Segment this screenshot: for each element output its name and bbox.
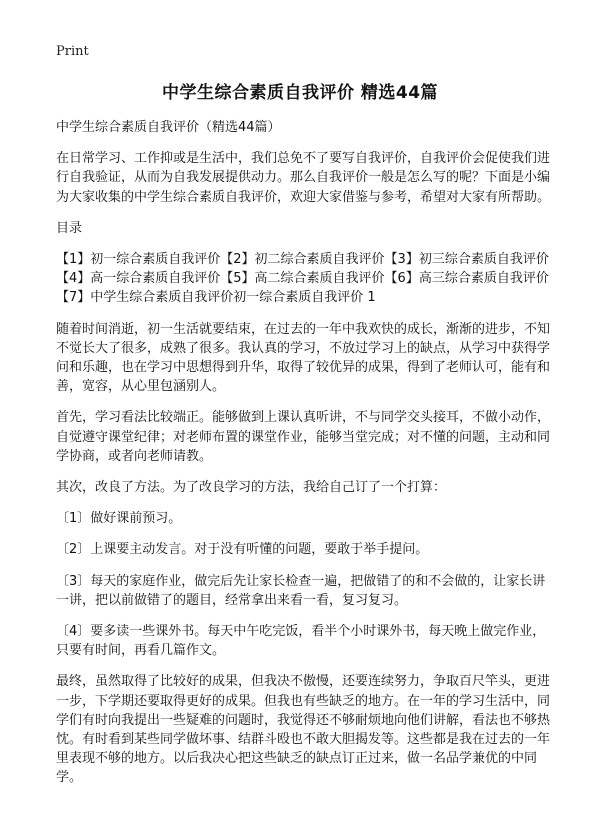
- plan-item: 〔1〕做好课前预习。: [56, 511, 182, 527]
- intro-paragraph: 在日常学习、工作抑或是生活中，我们总免不了要写自我评价，自我评价会促使我们进行自我验证，从而为自我发展提供动力。那么自我评价一般是怎么写的呢？下面是小编为大家收集的中学生综合素质自我评价，欢迎大家借鉴与参考，希望对大家有所帮助。: [56, 151, 551, 205]
- plan-item: 〔2〕上课要主动发言。对于没有听懂的问题，要敢于举手提问。: [56, 542, 429, 558]
- body-paragraph: 首先，学习看法比较端正。能够做到上课认真听讲，不与同学交头接耳，不做小动作，自觉遵守课堂纪律；对老师布置的课堂作业，能够当堂完成；对不懂的问题，主动和同学协商，或者向老师请教。: [56, 410, 551, 464]
- plan-item: 〔4〕要多读一些课外书。每天中午吃完饭，看半个小时课外书，每天晚上做完作业，只要有时间，再看几篇作文。: [56, 624, 546, 659]
- toc-heading: 目录: [56, 220, 83, 236]
- document-subtitle: 中学生综合素质自我评价（精选44篇）: [56, 120, 281, 135]
- toc-list: 【1】初一综合素质自我评价【2】初二综合素质自我评价【3】初三综合素质自我评价【4】高一综合素质自我评价【5】高二综合素质自我评价【6】高三综合素质自我评价【7】中学生综合素质自我评价初一综合素质自我评价 1: [56, 252, 549, 306]
- body-paragraph: 随着时间消逝，初一生活就要结束，在过去的一年中我欢快的成长，渐渐的进步，不知不觉长大了很多，成熟了很多。我认真的学习，不放过学习上的缺点，从学习中获得学问和乐趣，也在学习中思想得到升华，取得了较优异的成果，得到了老师认可，能有和善，宽容，从心里包涵别人。: [56, 321, 551, 395]
- body-paragraph: 最终，虽然取得了比较好的成果，但我决不傲慢，还要连续努力，争取百尺竿头，更进一步，下学期还要取得更好的成果。但我也有些缺乏的地方。在一年的学习生活中，同学们有时向我提出一些疑难的问题时，我觉得还不够耐烦地向他们讲解，看法也不够热忱。有时看到某些同学做坏事、结群斗殴也不敢大胆揭发等。这些都是我在过去的一年里表现不够的地方。以后我决心把这些缺乏的缺点订正过来，做一名品学兼优的中同学。: [56, 674, 551, 786]
- page-title: 中学生综合素质自我评价 精选44篇: [161, 83, 439, 103]
- print-link[interactable]: Print: [56, 44, 89, 59]
- body-paragraph: 其次，改良了方法。为了改良学习的方法，我给自己订了一个打算：: [56, 480, 447, 496]
- document-body: [56, 118, 552, 800]
- plan-item: 〔3〕每天的家庭作业，做完后先让家长检查一遍，把做错了的和不会做的，让家长讲一讲，把以前做错了的题目，经常拿出来看一看，复习复习。: [56, 573, 546, 608]
